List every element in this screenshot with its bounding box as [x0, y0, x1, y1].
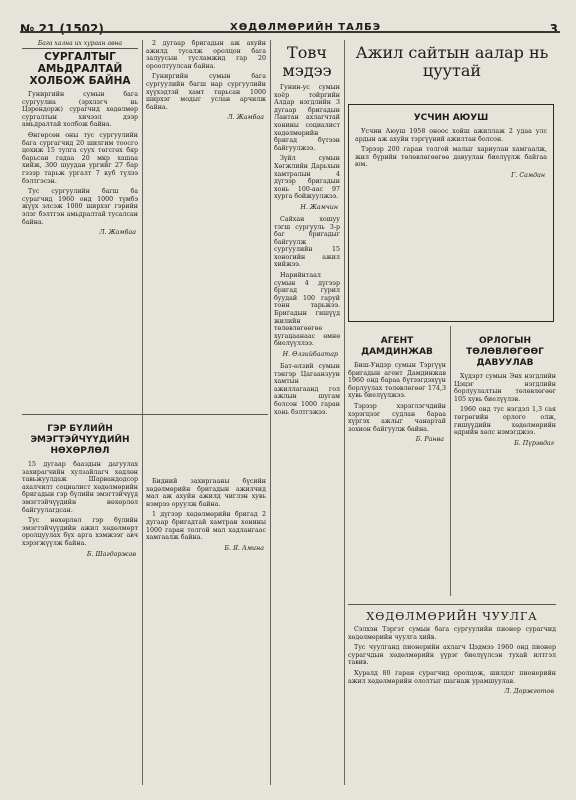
paragraph: Зүйл сумын Хөгжлийн Дарьхын хамтралын 4 дүгээр бригадын хонь 100-аас 97 хурга бойжуулжээ.	[274, 155, 340, 201]
article-title: ГЭР БҮЛИЙН ЭМЭГТЭЙЧҮҮДИЙН НӨХӨРЛӨЛ	[30, 424, 130, 456]
paragraph: Хуралд 80 гаран сурагчид оролцож, шилдэг пионерийн ажил хөдөлмөрийн ололтыг шагнаж урамшуулав.	[348, 669, 556, 685]
author-signature: Н. Өлзийбаатар	[282, 351, 338, 358]
article-column-1b	[22, 420, 138, 563]
paragraph: Гуниргийн сумын бага сургуулийн багш нар сургуулийн хүүхэдтэй хамт тарьсан 1000 ширхэг модыг услан арчилж байна.	[146, 73, 266, 111]
paragraph: 1960 онд тус нэгдэл 1,3 сая төгрөгийн орлого олж, гишүүдийн хөдөлмөрийн өдрийн хөлс нэмэгджээ.	[454, 406, 556, 437]
paragraph: Гунин-ус сумын хоёр тойргийн Алдар нэгдлийн 3 дугаар бригадын Лантан ахлагчтай хонины социалист хөдөлмөрийн бригад бүтээн байгуулжээ.	[274, 84, 340, 152]
author-signature: Л. Жамбаа	[227, 114, 264, 122]
article-title: Товч мэдээ	[282, 43, 332, 80]
paragraph: Бидний захиргааны бүсийн хөдөлмөрийн бригадын ажилчид мал аж ахуйн ажилд чиглэн хувь нэмрээ оруулж байна.	[146, 478, 266, 508]
article-agent	[348, 332, 446, 448]
rubric: Бага хална их хураан авна	[22, 40, 138, 49]
paragraph: 2 дугаар бригадын аж ахуйн ажилд тусалж оролцон бага залуусын тусламжид гар 20 ороолтуулсан байна.	[146, 40, 266, 70]
author-signature: Б. Ранва	[415, 436, 444, 444]
article-labor-meeting	[348, 608, 556, 700]
paragraph: Өнгөрсөн оны тус сургуулийн бага сургагчид 20 шилгим тоосго цохиж 15 тулга суух төгсгөх бяр барьсан гадаа 20 мкр хашаа хийж, 300 шуудан ургийг 27 бар гэзэр тарьж ургалт 7 куб түлээ бэлтгэсэн.	[22, 131, 138, 185]
page-number: 3	[549, 22, 558, 36]
article-title: ОРЛОГЫН ТӨЛӨВЛӨГӨӨГ ДАВУУЛАВ	[466, 336, 544, 368]
article-column-1	[22, 40, 138, 241]
paragraph: 15 дугаар бааздын дагуулах захирагчийн хулзайлагч хөдлөн тавьжуулдаж Шарвандодсор ахалчилт социалист хөдөлмөрийн бригадын гэр бүлийн эмэгтэйчүүд эмэгтэйчүүдийн нөхөрлөл байгуулагдсан.	[22, 461, 138, 514]
masthead: ХӨДӨЛМӨРИЙН ТАЛБЭ	[230, 22, 382, 33]
column-rule	[344, 40, 345, 785]
column-rule	[270, 40, 271, 785]
header-rule	[20, 31, 560, 33]
paragraph: Тус нөхөрлөл гэр бүлийн эмэгтэйчүүдийн ажил хөдөлмөрт оролцуулах бүх арга хэмжээг авч хэрэгжүүлж байна.	[22, 517, 138, 547]
paragraph: Тус чуулганд пионерийн ахлагч Цэдмээ 1960 онд пионер сурагчдын хөдөлмөрийн үүрэг биелүүлсэн тухай илтгэл тавив.	[348, 644, 556, 667]
featured-box	[348, 104, 554, 322]
box-content	[355, 109, 547, 184]
article-income	[454, 332, 556, 452]
article-title: АГЕНТ ДАМДИНЖАВ	[361, 336, 433, 357]
article-column-2b	[146, 478, 266, 557]
column-rule	[142, 40, 143, 785]
author-signature: Б. Пүрэвдаг	[514, 439, 554, 447]
paragraph: Сэлхэн Тэргэт сумын бага сургуулийн пионер сурагчид хөдөлмөрийн чуулга хийв.	[348, 626, 556, 641]
section-divider	[348, 604, 556, 605]
article-column-3	[274, 42, 340, 419]
box-title: УСЧИН АЮУШ	[413, 113, 489, 123]
paragraph: Усчин Аюуш 1958 оноос хойш ажиллаж 2 удаа улс ардын аж ахуйн тэргүүний ажилтан болсон.	[355, 128, 547, 143]
paragraph: Бат-өлзий сумын тэнгэр Цагаанзуун хамтын ажиллагаанд гол ажлын шугам болсон 1000 гаран хонь бэлтгэжээ.	[274, 363, 340, 416]
paragraph: Тэрээр 200 гаран толгой малыг хариулан хамгаалж, жил бүрийн төлөвлөгөөгөө давуулан биелүүлж байгаа юм.	[355, 146, 547, 169]
article-title: Ажил сайтын аалар нь цуутай	[355, 43, 549, 80]
author-signature: Л. Доржготов	[504, 688, 554, 696]
page-header	[20, 6, 560, 42]
author-signature: Н. Жамчин	[300, 203, 338, 211]
paragraph: Сайхан хошуу тэгш сургууль 3-р баг бригадыг байгуулж сургуулийн 15 хоногийн ажил хийжээ.	[274, 215, 340, 269]
author-signature: Л. Жамбаа	[99, 229, 136, 237]
article-column-4	[348, 42, 556, 84]
paragraph: Хүдэрт сумын Энх нэгдлийн Цэцэг нэгдлийн борлуулалтын төлөвлөгөөг 105 хувь биелүүлэв.	[454, 373, 556, 403]
article-column-2	[146, 40, 266, 126]
paragraph: Гуниргийн сумын бага сургуулиа (эрхлэгч нь Цэрендорж) сурагчид хөдөлмөр сургалтын хичээл дээр амьдралтай холбож байна.	[22, 91, 138, 129]
column-rule	[450, 326, 451, 596]
author-signature: Б. Я. Амина	[224, 544, 264, 552]
author-signature: Б. Шагдаржав	[86, 550, 136, 558]
issue-number: № 21 (1502)	[20, 22, 104, 36]
article-title: СУРГАЛТЫГ АМЬДРАЛТАЙ ХОЛБОЖ БАЙНА	[29, 51, 131, 87]
author-signature: Г. Самдан	[511, 171, 545, 179]
paragraph: 1 дүгээр хөдөлмөрийн бригад 2 дугаар бригадтай хамтран хонины 1000 гаран толгой мал хадлангаас хамгаалж байна.	[146, 511, 266, 542]
article-title: ХӨДӨЛМӨРИЙН ЧУУЛГА	[366, 610, 538, 623]
section-divider	[22, 414, 268, 415]
paragraph: Тус сургуулийн багш ба сурагчид 1960 онд 1000 түмбэ жүүх элсэж 1000 ширхэг гэрийн элэг бэлтгэн амьдралтай тусалсан байна.	[22, 188, 138, 226]
paragraph: Биш-Ундэр сумын Тэргүүн бригадын агент Дамдинжав 1960 онд бараа бүтээгдэхүүн борлуулах төлөвлөгөөг 174,3 хувь биелүүлжээ.	[348, 362, 446, 400]
paragraph: Тэрээр хэрэглэгчдийн хэрэгцээг судлан бараа хүргэх ажлыг чанартай зохион байгуулж байна.	[348, 402, 446, 433]
paragraph: Нарийнтаал сумын 4 дүгээр бригад гурил буудай 100 гаруй тонн тарьжээ. Бригадын гишүүд жилийн төлөвлөгөөгөө хугацаанаас өмнө биелүүллээ.	[274, 272, 340, 348]
